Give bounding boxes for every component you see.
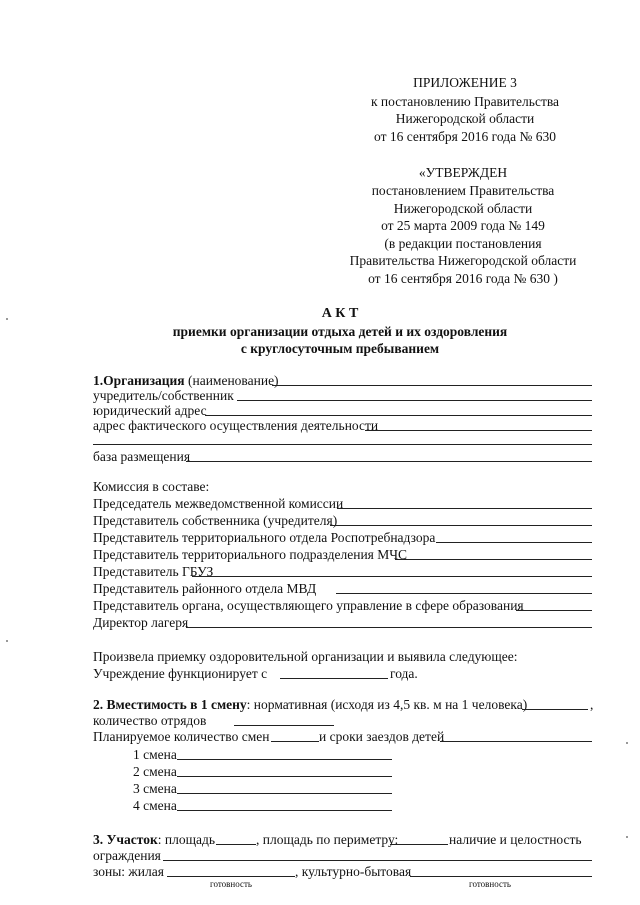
shift-label: 1 смена bbox=[133, 747, 177, 762]
shift-2-field[interactable] bbox=[177, 776, 392, 777]
base-label: база размещения bbox=[93, 449, 191, 464]
commission-member-label: Председатель межведомственной комиссии bbox=[93, 496, 344, 511]
arrival-dates-label: и сроки заездов детей bbox=[319, 729, 445, 744]
section2-heading: 2. Вместимость в 1 смену bbox=[93, 697, 247, 712]
planned-shifts-field[interactable] bbox=[271, 741, 319, 742]
commission-member-label: Представитель органа, осуществляющего управление в сфере образования bbox=[93, 598, 524, 613]
inspection-text: Произвела приемку оздоровительной организации и выявила следующее: bbox=[93, 649, 518, 664]
act-subtitle: приемки организации отдыха детей и их оздоровления bbox=[172, 324, 508, 339]
approved-line: Правительства Нижегородской области bbox=[349, 253, 577, 268]
functioning-year-label: года. bbox=[390, 666, 418, 681]
approved-title: «УТВЕРЖДЕН bbox=[418, 165, 508, 180]
fence-field[interactable] bbox=[163, 860, 592, 861]
owner-rep-field[interactable] bbox=[330, 525, 592, 526]
planned-shifts-label: Планируемое количество смен bbox=[93, 729, 270, 744]
functioning-label: Учреждение функционирует с bbox=[93, 666, 268, 681]
legal-address-field[interactable] bbox=[205, 415, 592, 416]
squads-label: количество отрядов bbox=[93, 713, 207, 728]
section1-heading: 1.Организация bbox=[93, 373, 185, 388]
area-field[interactable] bbox=[216, 844, 256, 845]
approved-line: Нижегородской области bbox=[393, 201, 533, 216]
section2-normative: : нормативная (исходя из 4,5 кв. м на 1 человека) bbox=[246, 697, 528, 712]
commission-member-label: Директор лагеря bbox=[93, 615, 189, 630]
zones-label: зоны: жилая bbox=[93, 864, 164, 879]
legal-address-label: юридический адрес bbox=[93, 403, 207, 418]
perimeter-label: , площадь по периметру: bbox=[256, 832, 399, 847]
commission-member-label: Представитель территориального подразделения МЧС bbox=[93, 547, 408, 562]
commission-member-label: Представитель территориального отдела Роспотребнадзора bbox=[93, 530, 436, 545]
scan-speck bbox=[626, 742, 628, 744]
appendix-line: Нижегородской области bbox=[395, 111, 535, 126]
founder-field[interactable] bbox=[237, 400, 592, 401]
fence-label: наличие и целостность bbox=[449, 832, 582, 847]
scan-speck bbox=[6, 640, 8, 642]
readiness-caption: готовность bbox=[469, 879, 511, 889]
section1-heading-row bbox=[93, 374, 279, 388]
area-label: : площадь bbox=[157, 832, 215, 847]
squads-field[interactable] bbox=[234, 725, 334, 726]
organization-name-field[interactable] bbox=[272, 385, 592, 386]
appendix-line: от 16 сентября 2016 года № 630 bbox=[374, 129, 556, 144]
scan-speck bbox=[6, 318, 8, 320]
readiness-caption: готовность bbox=[210, 879, 252, 889]
commission-chair-field[interactable] bbox=[337, 508, 592, 509]
section2-heading-row bbox=[93, 698, 527, 712]
section1-heading-note: (наименование) bbox=[184, 373, 279, 388]
shift-label: 4 смена bbox=[133, 798, 177, 813]
arrival-dates-field[interactable] bbox=[440, 741, 592, 742]
approved-line: постановлением Правительства bbox=[371, 183, 555, 198]
camp-director-field[interactable] bbox=[186, 627, 592, 628]
comma: , bbox=[590, 697, 594, 712]
residential-zone-field[interactable] bbox=[167, 876, 295, 877]
mvd-rep-field[interactable] bbox=[336, 593, 592, 594]
approved-line: от 25 марта 2009 года № 149 bbox=[381, 218, 545, 233]
section3-heading: 3. Участок bbox=[93, 832, 158, 847]
shift-1-field[interactable] bbox=[177, 759, 392, 760]
education-rep-field[interactable] bbox=[516, 610, 592, 611]
actual-address-label: адрес фактического осуществления деятельности bbox=[93, 418, 379, 433]
scan-speck bbox=[626, 836, 628, 838]
gbuz-rep-field[interactable] bbox=[192, 576, 592, 577]
shift-4-field[interactable] bbox=[177, 810, 392, 811]
cultural-zone-label: , культурно-бытовая bbox=[295, 864, 412, 879]
approved-line: от 16 сентября 2016 года № 630 ) bbox=[368, 271, 558, 286]
shift-label: 2 смена bbox=[133, 764, 177, 779]
capacity-normative-field[interactable] bbox=[522, 709, 588, 710]
section3-heading-row bbox=[93, 833, 215, 847]
actual-address-field[interactable] bbox=[365, 430, 592, 431]
mchs-rep-field[interactable] bbox=[395, 559, 592, 560]
fence-label-continued: ограждения bbox=[93, 848, 161, 863]
act-title: А К Т bbox=[321, 306, 359, 321]
shift-3-field[interactable] bbox=[177, 793, 392, 794]
founder-label: учредитель/собственник bbox=[93, 388, 234, 403]
act-subtitle: с круглосуточным пребыванием bbox=[240, 341, 440, 356]
rospotrebnadzor-rep-field[interactable] bbox=[436, 542, 592, 543]
appendix-title: ПРИЛОЖЕНИЕ 3 bbox=[413, 75, 517, 90]
base-field[interactable] bbox=[186, 461, 592, 462]
commission-intro: Комиссия в составе: bbox=[93, 479, 210, 494]
shift-label: 3 смена bbox=[133, 781, 177, 796]
approved-line: (в редакции постановления bbox=[384, 236, 542, 251]
perimeter-field[interactable] bbox=[390, 844, 448, 845]
commission-member-label: Представитель ГБУЗ bbox=[93, 564, 214, 579]
commission-member-label: Представитель собственника (учредителя) bbox=[93, 513, 338, 528]
commission-member-label: Представитель районного отдела МВД bbox=[93, 581, 317, 596]
functioning-since-field[interactable] bbox=[280, 678, 388, 679]
appendix-line: к постановлению Правительства bbox=[370, 94, 560, 109]
cultural-zone-field[interactable] bbox=[410, 876, 592, 877]
actual-address-continuation-field[interactable] bbox=[93, 444, 592, 445]
